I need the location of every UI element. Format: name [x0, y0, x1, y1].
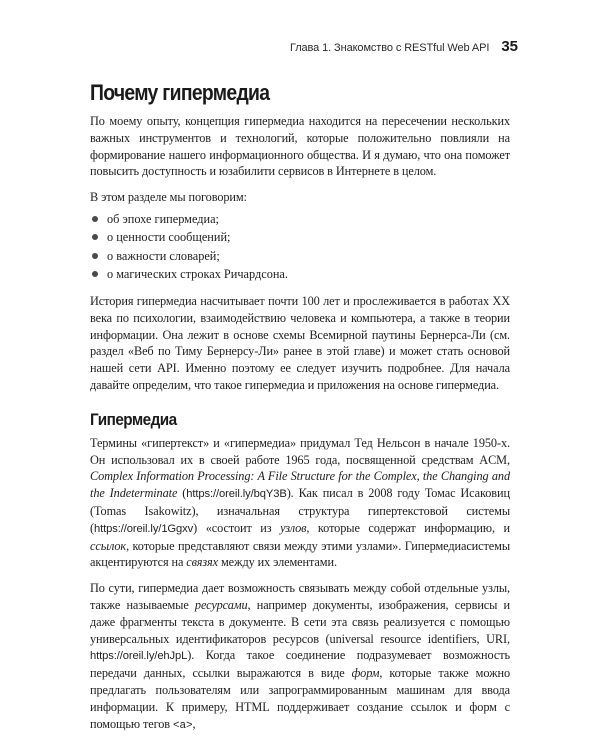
emphasis-links: ссылок — [90, 538, 127, 553]
link-ehJpL[interactable]: https://oreil.ly/ehJpL — [90, 650, 188, 663]
text-run: Термины «гипертекст» и «гипермедиа» придумал Тед Нельсон в начале 1950-х. Он использовал их в своей работе 1965 года, посвященной средствам ACM, — [90, 435, 510, 467]
text-run: ). Как писал в 2008 году Томас Исаковиц (Tomas Isakowitz), изначальная структура гипертекстовой системы ( — [90, 486, 510, 535]
page-content — [90, 80, 510, 743]
text-run: ( — [177, 486, 187, 501]
running-head — [86, 38, 518, 55]
list-item — [90, 228, 510, 247]
list-item — [90, 247, 510, 266]
list-item-text: об эпохе гипермедиа; — [107, 211, 219, 226]
bullet-icon — [92, 253, 98, 259]
paragraph-intro: По моему опыту, концепция гипермедиа находится на пересечении нескольких важных инструментов и технологий, которые положительно повлияли на формирование нашего информационного общества. И я думаю, что она поможет повысить доступность и юзабилити сервисов в Интернете в целом. — [90, 114, 510, 179]
text-run: ) «состоит из — [193, 520, 281, 535]
text-run: , которые содержат информацию, и — [306, 520, 510, 535]
text-run: , которые также можно предлагать пользователям или запрограммированным машинам для ввода информации. К примеру, HTML поддерживает создание ссылок и форм с помощью тегов — [90, 666, 510, 731]
page-number: 35 — [501, 38, 518, 55]
list-item — [90, 265, 510, 284]
chapter-title: Глава 1. Знакомство с RESTful Web API — [289, 42, 490, 54]
section-heading-hypermedia: Гипермедиа — [90, 409, 177, 429]
emphasis-nodes: узлов — [280, 520, 307, 535]
link-1Ggxv[interactable]: https://oreil.ly/1Ggxv — [94, 522, 194, 535]
text-run: между их элементами. — [218, 555, 337, 570]
work-title: Complex Information Processing: A File Structure for the Complex, the Changing and the Indeterminate — [90, 469, 510, 501]
emphasis-connections: связях — [186, 555, 219, 570]
text-run: ). Когда такое соединение подразумевает возможность передачи данных, ссылки выражаются в виде — [90, 648, 510, 681]
code-tag-a: <a> — [172, 719, 193, 732]
list-item-text: о ценности сообщений; — [107, 230, 231, 245]
list-item — [90, 210, 510, 229]
list-item-text: о магических строках Ричардсона. — [107, 267, 288, 282]
paragraph-topics-intro: В этом разделе мы поговорим: — [90, 190, 247, 205]
text-run: , например документы, изображения, сервисы и даже фрагменты текста в документе. В сети эта связь реализуется с помощью универсальных идентификаторов ресурсов (universal resource identifiers, URI, — [90, 597, 511, 646]
text-run: , которые представляют связи между этими узлами». Гипермедиасистемы акцентируются на — [90, 538, 510, 570]
emphasis-forms: форм — [351, 666, 380, 681]
link-bqY3B[interactable]: https://oreil.ly/bqY3B — [186, 488, 287, 501]
topics-list — [90, 210, 510, 284]
text-run: , — [192, 716, 196, 731]
bullet-icon — [92, 216, 98, 222]
paragraph-terms — [90, 435, 510, 571]
paragraph-history: История гипермедиа насчитывает почти 100 лет и прослеживается в работах XX века по психологии, взаимодействию человека и компьютера, а также в теории информации. Она лежит в основе схемы Всемирной паутины Бернерса-Ли (см. раздел «Веб по Тиму Бернерсу-Ли» ранее в этой главе) и может стать основой нашей сети API. Именно поэтому ее следует изучить подробнее. Для начала давайте определим, что такое гипермедиа и приложения на основе гипермедиа. — [90, 293, 510, 392]
bullet-icon — [92, 234, 98, 240]
emphasis-resources: ресурсами — [194, 597, 248, 612]
text-run: По сути, гипермедиа дает возможность связывать между собой отдельные узлы, также называемые — [90, 581, 510, 612]
list-item-text: о важности словарей; — [107, 248, 220, 263]
section-heading-why-hypermedia: Почему гипермедиа — [90, 80, 270, 105]
bullet-icon — [92, 271, 98, 277]
paragraph-resources — [90, 580, 510, 734]
